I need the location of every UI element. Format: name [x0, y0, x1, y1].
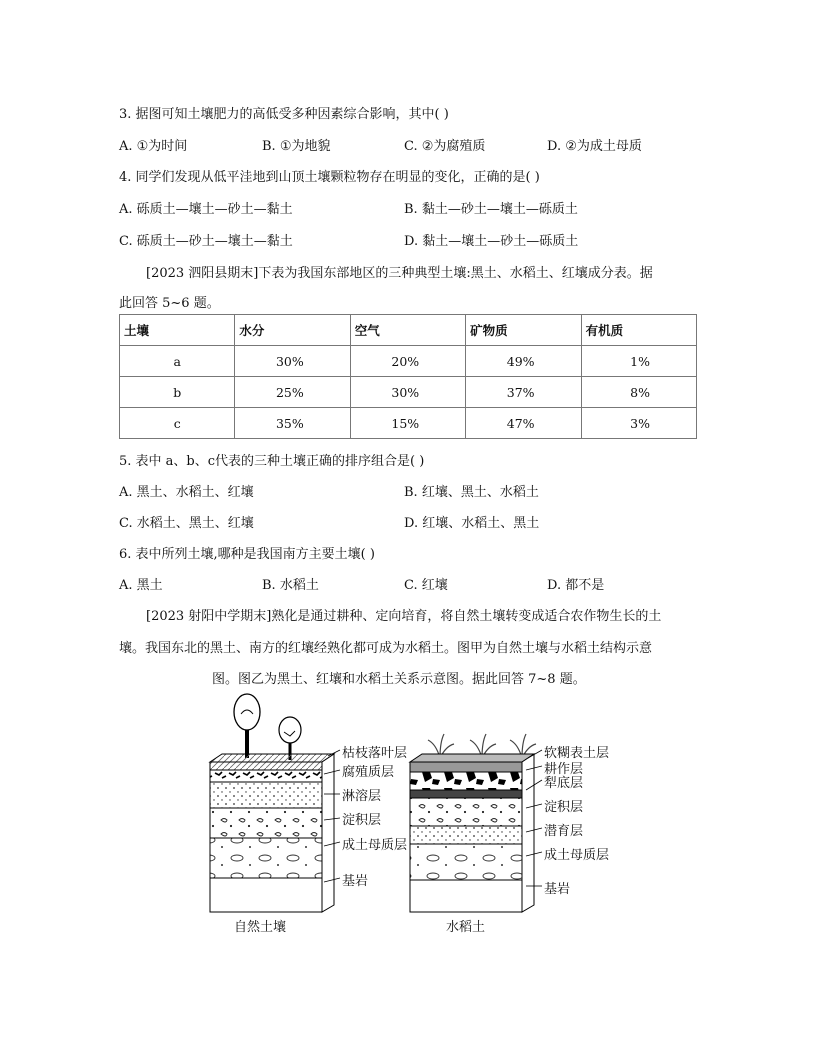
layer-label: 基岩 [544, 882, 571, 897]
q6-option-d[interactable]: D. 都不是 [547, 578, 605, 593]
table-cell: 1% [581, 346, 696, 377]
q4-option-d[interactable]: D. 黏土—壤土—砂土—砾质土 [404, 234, 579, 249]
table-row [120, 408, 697, 439]
layer-label: 淋溶层 [342, 789, 382, 804]
layer-label: 淀积层 [342, 813, 382, 828]
table-cell: 3% [581, 408, 696, 439]
table-header-cell: 土壤 [120, 315, 235, 346]
table-cell: 15% [350, 408, 465, 439]
intro-paragraph-line2: 此回答 5~6 题。 [119, 296, 220, 311]
layer-label: 软糊表土层 [544, 746, 610, 761]
soil-composition-table [119, 314, 697, 439]
q6-stem: 6. 表中所列土壤,哪种是我国南方主要土壤( ) [119, 547, 375, 562]
q3-stem: 3. 据图可知土壤肥力的高低受多种因素综合影响，其中( ) [119, 107, 449, 122]
table-header-row [120, 315, 697, 346]
q3-option-a[interactable]: A. ①为时间 [119, 139, 188, 154]
layer-label: 淀积层 [544, 800, 584, 815]
table-cell: 8% [581, 377, 696, 408]
q4-option-a[interactable]: A. 砾质土—壤土—砂土—黏土 [119, 202, 293, 217]
table-cell: 30% [350, 377, 465, 408]
layer-label: 潜育层 [544, 824, 584, 839]
table-cell: 30% [235, 346, 350, 377]
q5-option-d[interactable]: D. 红壤、水稻土、黑土 [404, 516, 540, 531]
layer-label: 成土母质层 [342, 838, 408, 853]
q3-option-d[interactable]: D. ②为成土母质 [547, 139, 642, 154]
q5-stem: 5. 表中 a、b、c代表的三种土壤正确的排序组合是( ) [119, 454, 425, 469]
table-cell: a [120, 346, 235, 377]
figure-caption-paddy: 水稻土 [446, 920, 486, 935]
table-cell: 47% [466, 408, 581, 439]
table-cell: 49% [466, 346, 581, 377]
table-cell: 25% [235, 377, 350, 408]
q3-option-b[interactable]: B. ①为地貌 [262, 139, 331, 154]
q4-stem: 4. 同学们发现从低平洼地到山顶土壤颗粒物存在明显的变化，正确的是( ) [119, 170, 540, 185]
soil-structure-diagram [200, 690, 620, 940]
q6-option-b[interactable]: B. 水稻土 [262, 578, 319, 593]
layer-label: 基岩 [342, 874, 369, 889]
table-cell: 37% [466, 377, 581, 408]
table-header-cell: 空气 [350, 315, 465, 346]
layer-label: 成土母质层 [544, 848, 610, 863]
layer-label: 枯枝落叶层 [342, 746, 408, 761]
q3-option-c[interactable]: C. ②为腐殖质 [404, 139, 486, 154]
q4-option-b[interactable]: B. 黏土—砂土—壤土—砾质土 [404, 202, 578, 217]
tree-icon [234, 694, 260, 758]
table-cell: b [120, 377, 235, 408]
q6-option-c[interactable]: C. 红壤 [404, 578, 448, 593]
paddy-soil-block [410, 734, 542, 912]
natural-soil-block [210, 694, 340, 912]
table-row [120, 377, 697, 408]
table-cell: c [120, 408, 235, 439]
intro2-paragraph-line1: [2023 射阳中学期末]熟化是通过耕种、定向培育，将自然土壤转变成适合农作物生长的土 [146, 609, 662, 624]
layer-label: 犁底层 [544, 776, 584, 791]
intro2-paragraph-line3: 图。图乙为黑土、红壤和水稻土关系示意图。据此回答 7~8 题。 [212, 672, 586, 687]
table-cell: 35% [235, 408, 350, 439]
table-header-cell: 有机质 [581, 315, 696, 346]
figure-caption-natural: 自然土壤 [234, 920, 287, 935]
layer-label: 耕作层 [544, 762, 584, 777]
table-header-cell: 水分 [235, 315, 350, 346]
intro2-paragraph-line2: 壤。我国东北的黑土、南方的红壤经熟化都可成为水稻土。图甲为自然土壤与水稻土结构示意 [119, 641, 653, 656]
q5-option-b[interactable]: B. 红壤、黑土、水稻土 [404, 485, 539, 500]
q5-option-c[interactable]: C. 水稻土、黑土、红壤 [119, 516, 254, 531]
table-cell: 20% [350, 346, 465, 377]
intro-paragraph-line1: [2023 泗阳县期末]下表为我国东部地区的三种典型土壤:黑土、水稻土、红壤成分表。据 [146, 266, 653, 281]
layer-label: 腐殖质层 [342, 765, 395, 780]
soil-structure-figure [200, 690, 620, 940]
q5-option-a[interactable]: A. 黑土、水稻土、红壤 [119, 485, 254, 500]
table-header-cell: 矿物质 [466, 315, 581, 346]
q6-option-a[interactable]: A. 黑土 [119, 578, 163, 593]
table-row [120, 346, 697, 377]
q4-option-c[interactable]: C. 砾质土—砂土—壤土—黏土 [119, 234, 293, 249]
